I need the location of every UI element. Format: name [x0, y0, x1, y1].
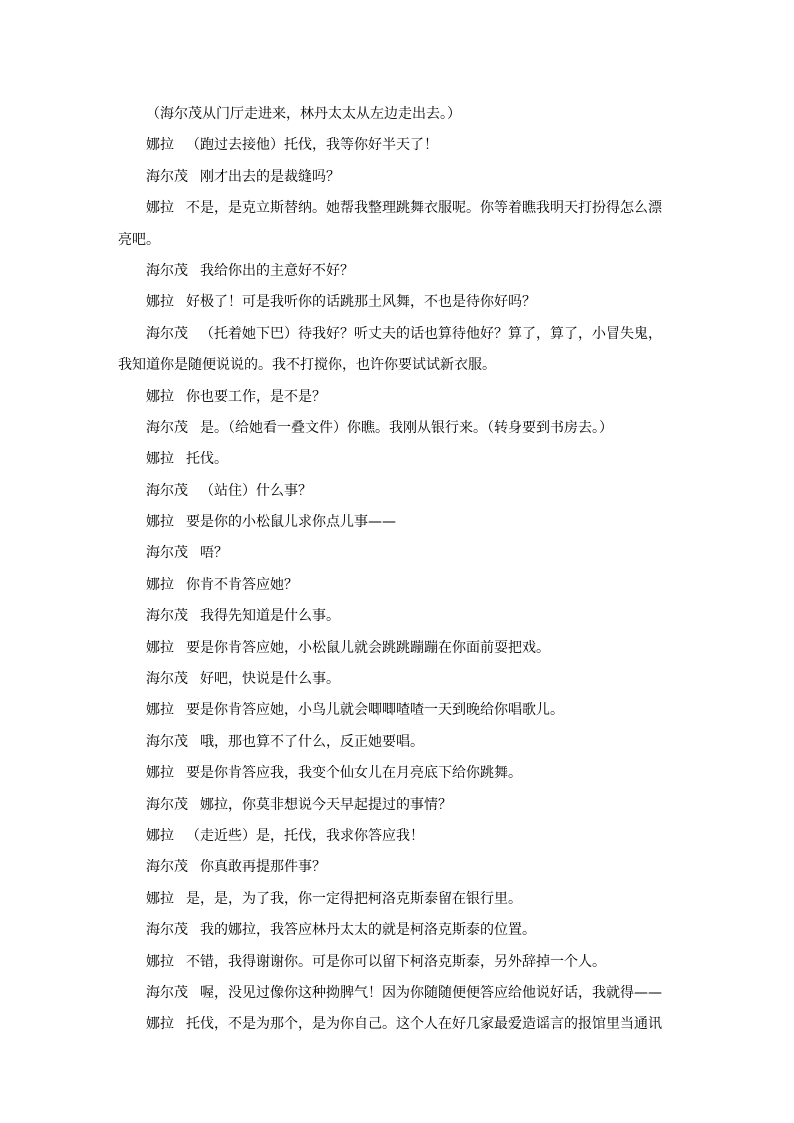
line-text: （跑过去接他）托伐，我等你好半天了！: [186, 137, 438, 154]
speaker-name: 海尔茂: [146, 545, 188, 562]
dialogue-line: [118, 915, 670, 946]
line-text: 是，是，为了我，你一定得把柯洛克斯泰留在银行里。: [186, 890, 522, 907]
dialogue-line: [118, 633, 670, 664]
dialogue-line: [118, 287, 670, 318]
speaker-name: 海尔茂: [146, 482, 188, 499]
speaker-name: 娜拉: [146, 890, 174, 907]
speaker-name: 海尔茂: [146, 262, 188, 279]
dialogue-line: [118, 570, 670, 601]
dialogue-line: [118, 852, 670, 883]
speaker-name: 娜拉: [146, 294, 174, 311]
line-text: 你也要工作，是不是？: [186, 388, 326, 405]
dialogue-line: [118, 947, 670, 978]
line-text: 不错，我得谢谢你。可是你可以留下柯洛克斯泰，另外辞掉一个人。: [186, 953, 606, 970]
speaker-name: 娜拉: [146, 639, 174, 656]
dialogue-line: [118, 193, 670, 224]
line-text: 我知道你是随便说说的。我不打搅你，也许你要试试新衣服。: [118, 357, 496, 374]
line-text: 我给你出的主意好不好？: [200, 262, 354, 279]
line-text: 要是你肯答应她，小松鼠儿就会跳跳蹦蹦在你面前耍把戏。: [186, 639, 550, 656]
line-text: 我的娜拉，我答应林丹太太的就是柯洛克斯泰的位置。: [200, 922, 536, 939]
speaker-name: 海尔茂: [146, 796, 188, 813]
dialogue-line: [118, 225, 670, 256]
speaker-name: 娜拉: [146, 200, 174, 217]
speaker-name: 海尔茂: [146, 922, 188, 939]
dialogue-line: [118, 884, 670, 915]
line-text: 要是你肯答应我，我变个仙女儿在月亮底下给你跳舞。: [186, 765, 522, 782]
line-text: （站住）什么事？: [200, 482, 312, 499]
line-text: 刚才出去的是裁缝吗？: [200, 168, 340, 185]
dialogue-line: [118, 758, 670, 789]
speaker-name: 娜拉: [146, 827, 174, 844]
line-text: 托伐。: [186, 451, 228, 468]
speaker-name: 海尔茂: [146, 608, 188, 625]
line-text: 喔，没见过像你这种拗脾气！因为你随随便便答应给他说好话，我就得——: [200, 984, 662, 1001]
line-text: 你真敢再提那件事？: [200, 859, 326, 876]
speaker-name: 海尔茂: [146, 984, 188, 1001]
line-text: 唔？: [200, 545, 228, 562]
line-text: 哦，那也算不了什么，反正她要唱。: [200, 733, 424, 750]
speaker-name: 娜拉: [146, 953, 174, 970]
speaker-name: 娜拉: [146, 514, 174, 531]
dialogue-line: [118, 476, 670, 507]
speaker-name: 海尔茂: [146, 859, 188, 876]
speaker-name: 娜拉: [146, 765, 174, 782]
dialogue-line: [118, 538, 670, 569]
line-text: 亮吧。: [118, 231, 160, 248]
line-text: 好极了！可是我听你的话跳那土风舞，不也是待你好吗？: [186, 294, 536, 311]
line-text: 是。（给她看一叠文件）你瞧。我刚从银行来。（转身要到书房去。）: [200, 419, 613, 436]
dialogue-line: [118, 162, 670, 193]
dialogue-line: [118, 790, 670, 821]
dialogue-line: [118, 507, 670, 538]
dialogue-line: [118, 130, 670, 161]
dialogue-line: [118, 601, 670, 632]
line-text: （海尔茂从门厅走进来，林丹太太从左边走出去。）: [146, 106, 461, 122]
dialogue-line: [118, 727, 670, 758]
dialogue-text: [118, 99, 670, 1041]
dialogue-line: [118, 413, 670, 444]
speaker-name: 海尔茂: [146, 671, 188, 688]
dialogue-line: [118, 350, 670, 381]
line-text: （走近些）是，托伐，我求你答应我！: [186, 827, 424, 844]
line-text: 你肯不肯答应她？: [186, 576, 298, 593]
dialogue-line: [118, 382, 670, 413]
dialogue-line: [118, 821, 670, 852]
line-text: 要是你的小松鼠儿求你点儿事——: [186, 514, 396, 531]
line-text: 我得先知道是什么事。: [200, 608, 340, 625]
speaker-name: 娜拉: [146, 576, 174, 593]
speaker-name: 娜拉: [146, 1016, 174, 1033]
dialogue-line: [118, 444, 670, 475]
speaker-name: 娜拉: [146, 451, 174, 468]
line-text: 要是你肯答应她，小鸟儿就会唧唧喳喳一天到晚给你唱歌儿。: [186, 702, 564, 719]
line-text: 娜拉，你莫非想说今天早起提过的事情？: [200, 796, 452, 813]
speaker-name: 海尔茂: [146, 325, 188, 342]
line-text: 托伐，不是为那个，是为你自己。这个人在好几家最爱造谣言的报馆里当通讯: [186, 1016, 662, 1033]
speaker-name: 娜拉: [146, 388, 174, 405]
line-text: 好吧，快说是什么事。: [200, 671, 340, 688]
speaker-name: 海尔茂: [146, 419, 188, 436]
speaker-name: 娜拉: [146, 702, 174, 719]
dialogue-line: [118, 695, 670, 726]
line-text: （托着她下巴）待我好？听丈夫的话也算待他好？算了，算了，小冒失鬼，: [200, 325, 662, 342]
dialogue-line: [118, 978, 670, 1009]
speaker-name: 海尔茂: [146, 168, 188, 185]
speaker-name: 海尔茂: [146, 733, 188, 750]
dialogue-line: [118, 1009, 670, 1040]
line-text: 不是，是克立斯替纳。她帮我整理跳舞衣服呢。你等着瞧我明天打扮得怎么漂: [186, 200, 662, 217]
speaker-name: 娜拉: [146, 137, 174, 154]
dialogue-line: [118, 319, 670, 350]
dialogue-line: [118, 256, 670, 287]
dialogue-line: [118, 664, 670, 695]
dialogue-line: [118, 99, 670, 130]
